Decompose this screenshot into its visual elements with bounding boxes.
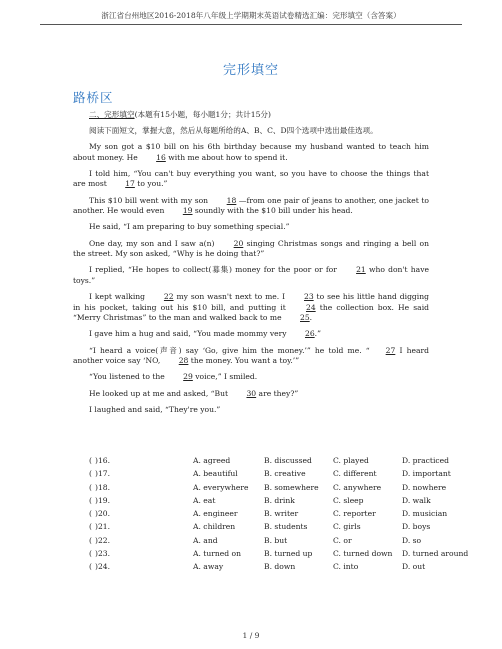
passage-text: are they?” xyxy=(256,388,299,398)
passage-text: I told him, “You can't buy everything you want, so you have to choose the things that are most xyxy=(73,169,429,189)
district-heading: 路桥区 xyxy=(73,90,114,105)
option-b: B. drink xyxy=(264,495,295,505)
option-d: D. boys xyxy=(402,522,431,532)
passage-text: “I heard a voice(声音) say ‘Go, give him the money.’” he told me. “ xyxy=(89,345,370,355)
option-a: A. turned on xyxy=(193,549,242,559)
passage-text: . xyxy=(309,312,313,322)
option-c: C. different xyxy=(333,469,377,479)
section-label: 二、完形填空 xyxy=(89,110,135,119)
option-d: D. out xyxy=(402,562,426,572)
section-heading xyxy=(73,110,429,120)
blank-number: 17 xyxy=(125,179,135,189)
question-number: )19. xyxy=(95,495,111,505)
question-number: )23. xyxy=(95,549,111,559)
option-a: A. away xyxy=(193,562,224,572)
option-b: B. students xyxy=(264,522,308,532)
passage-text: —from one pair of jeans to another, one jacket to another. He would even xyxy=(73,195,430,216)
option-b: B. writer xyxy=(264,509,299,519)
passage-text: I replied, “He hopes to collect(募集) money for the poor or for xyxy=(89,265,341,275)
passage-paragraph xyxy=(73,372,429,382)
page-header: 浙江省台州地区2016-2018年八年级上学期期末英语试卷精选汇编：完形填空（含答案） xyxy=(40,10,462,25)
question-number: )20. xyxy=(95,509,111,519)
passage-paragraph xyxy=(73,239,429,260)
page-title: 完形填空 xyxy=(222,63,279,78)
passage-text: who don't have toys.” xyxy=(73,265,429,285)
passage-text: My son got a $10 bill on his 6th birthday because my husband wanted to teach him about money. He xyxy=(73,142,429,162)
option-b: B. somewhere xyxy=(264,482,319,492)
option-c: C. anywhere xyxy=(333,482,382,492)
option-a: A. beautiful xyxy=(193,469,238,479)
passage-paragraph xyxy=(73,389,429,399)
passage-paragraph xyxy=(73,142,429,163)
option-d: D. practiced xyxy=(402,456,450,465)
passage-text: voice,” I smiled. xyxy=(192,372,258,382)
passage-text: “You listened to the xyxy=(89,372,168,382)
option-b: B. but xyxy=(264,535,288,545)
blank-number: 26 xyxy=(304,329,315,339)
option-c: C. into xyxy=(333,562,359,572)
passage-text: He said, “I am preparing to buy something special.” xyxy=(89,222,290,232)
blank-number: 28 xyxy=(178,355,189,365)
option-c: C. turned down xyxy=(333,549,393,559)
answer-paren: ( xyxy=(89,456,92,465)
blank-number: 21 xyxy=(356,265,366,275)
answer-paren: ( xyxy=(89,482,92,492)
option-b: B. down xyxy=(264,562,296,572)
section-note: (本题有15小题，每小题1分；共计15分) xyxy=(134,110,271,119)
page-number: 1 / 9 xyxy=(242,631,260,640)
option-c: C. sleep xyxy=(333,495,364,505)
option-c: C. reporter xyxy=(333,509,376,519)
blank-number: 23 xyxy=(303,292,314,302)
blank-number: 20 xyxy=(233,238,244,248)
blank-number: 24 xyxy=(305,302,316,312)
blank-number: 29 xyxy=(183,372,193,382)
blank-number: 19 xyxy=(182,206,193,216)
option-d: D. important xyxy=(402,469,451,479)
passage-paragraph xyxy=(73,196,429,217)
passage-paragraph xyxy=(73,405,429,415)
question-number: )22. xyxy=(95,535,111,545)
passage-paragraph xyxy=(73,265,429,286)
passage-text: He looked up at me and asked, “But xyxy=(89,388,231,398)
answer-paren: ( xyxy=(89,509,92,519)
question-number: )21. xyxy=(95,522,111,532)
option-c: C. girls xyxy=(333,522,361,532)
blank-number: 18 xyxy=(226,195,237,205)
option-a: A. engineer xyxy=(193,509,238,519)
passage xyxy=(73,142,429,415)
option-a: A. children xyxy=(193,522,236,532)
passage-paragraph xyxy=(73,292,429,323)
passage-text: the money. You want a toy.’” xyxy=(188,355,300,365)
option-a: A. agreed xyxy=(193,456,231,465)
option-b: B. turned up xyxy=(264,549,313,559)
question-number: )18. xyxy=(95,482,111,492)
passage-text: I kept walking xyxy=(89,292,148,302)
option-d: D. musician xyxy=(402,509,448,519)
blank-number: 30 xyxy=(246,388,257,398)
option-a: A. and xyxy=(193,535,218,545)
question-number: )16. xyxy=(95,456,111,465)
option-d: D. nowhere xyxy=(402,482,447,492)
answer-paren: ( xyxy=(89,535,92,545)
passage-paragraph xyxy=(73,346,429,367)
option-b: B. creative xyxy=(264,469,306,479)
passage-paragraph xyxy=(73,222,429,232)
passage-text: my son wasn't next to me. I xyxy=(173,292,288,302)
passage-text: .” xyxy=(314,329,321,339)
answer-paren: ( xyxy=(89,522,92,532)
option-c: C. or xyxy=(333,535,352,545)
answer-paren: ( xyxy=(89,495,92,505)
option-d: D. so xyxy=(402,535,422,545)
passage-text: I gave him a hug and said, “You made mommy very xyxy=(89,329,289,339)
passage-text: soundly with the $10 bill under his head. xyxy=(192,206,353,216)
passage-text: I laughed and said, “They're you.” xyxy=(89,404,221,414)
passage-text: to see his little hand digging in his pocket, taking out his $10 bill, and putting it xyxy=(73,292,429,312)
question-number: )24. xyxy=(95,562,111,572)
answer-paren: ( xyxy=(89,562,92,572)
passage-paragraph xyxy=(73,329,429,339)
option-d: D. turned around xyxy=(402,549,469,559)
passage-text: One day, my son and I saw a(n) xyxy=(89,238,218,248)
passage-text: with me about how to spend it. xyxy=(165,152,288,162)
option-a: A. eat xyxy=(193,495,216,505)
blank-number: 25 xyxy=(300,312,310,322)
answer-paren: ( xyxy=(89,549,92,559)
option-d: D. walk xyxy=(402,495,431,505)
answer-paren: ( xyxy=(89,469,92,479)
blank-number: 22 xyxy=(163,292,174,302)
passage-text: to you.” xyxy=(134,179,168,189)
document-body xyxy=(73,110,429,421)
option-a: A. everywhere xyxy=(193,482,249,492)
passage-text: singing Christmas songs and ringing a bell on the street. My son asked, “Why is he doing that?” xyxy=(73,238,429,259)
passage-text: the collection box. He said “Merry Christmas” to the man and walked back to me xyxy=(73,302,429,322)
passage-text: I heard another voice say ‘NO, xyxy=(73,345,429,365)
question-number: )17. xyxy=(95,469,111,479)
passage-text: This $10 bill went with my son xyxy=(89,195,211,205)
option-b: B. discussed xyxy=(264,456,312,465)
passage-paragraph xyxy=(73,169,429,190)
blank-number: 27 xyxy=(385,345,396,355)
blank-number: 16 xyxy=(156,152,166,162)
instruction: 阅读下面短文，掌握大意，然后从每题所给的A、B、C、D四个选项中选出最佳选项。 xyxy=(89,126,378,135)
option-c: C. played xyxy=(333,456,369,465)
